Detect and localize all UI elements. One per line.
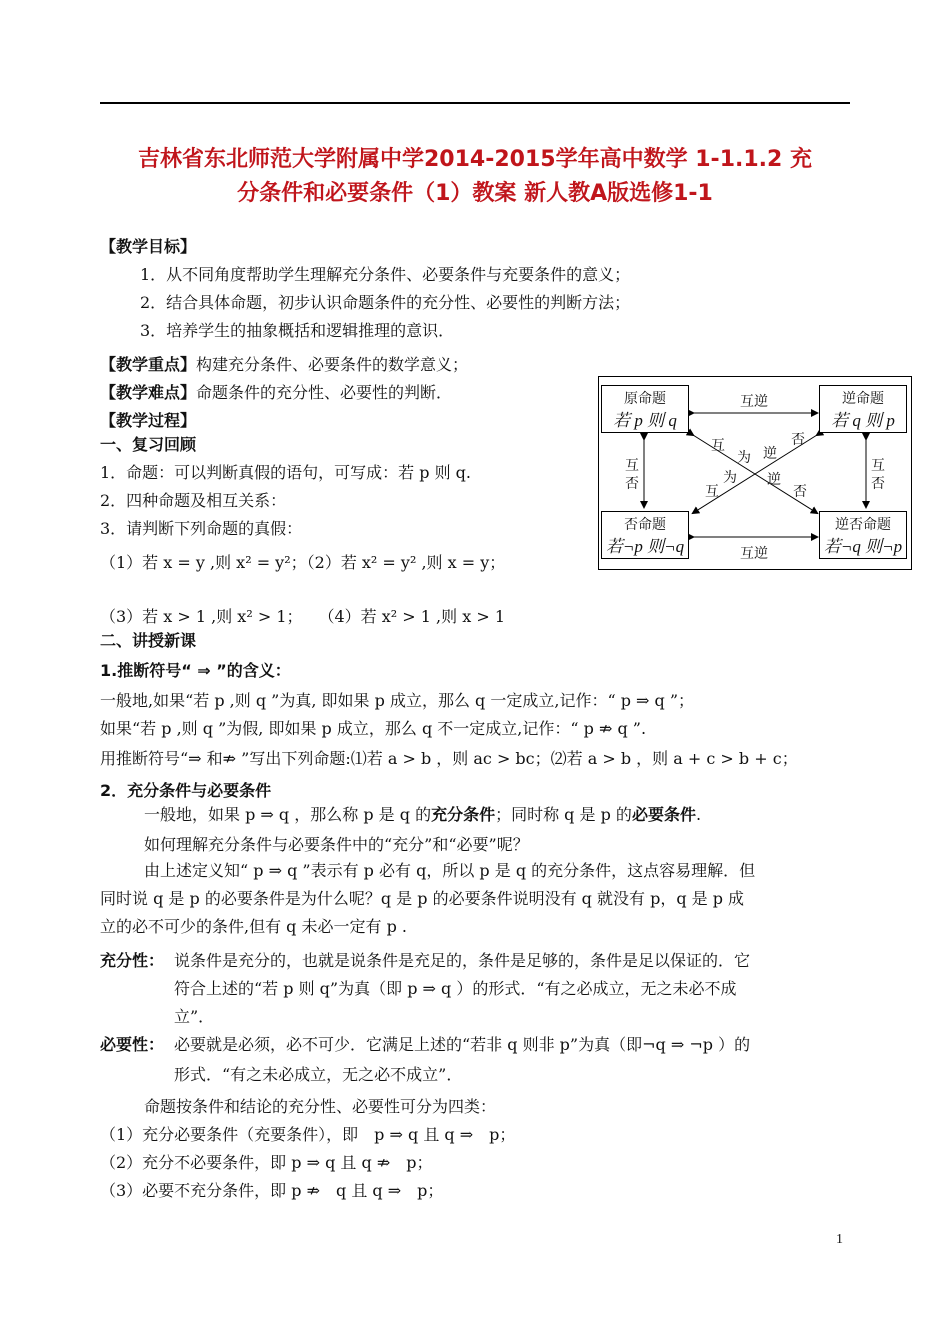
box-title: 逆命题 bbox=[842, 391, 884, 407]
necessity-line-2: 形式．“有之未必成立，无之必不成立”． bbox=[174, 1065, 463, 1084]
necessity-line-1: 必要就是必须，必不可少．它满足上述的“若非 q 则非 p”为真（即¬q ⇒ ¬p ）的 bbox=[174, 1035, 751, 1054]
goals-heading: 【教学目标】 bbox=[100, 237, 197, 256]
diagonal-char: 为 bbox=[723, 470, 737, 486]
goal-item: 1．从不同角度帮助学生理解充分条件、必要条件与充要条件的意义； bbox=[140, 265, 631, 284]
section2-line-4: 同时说 q 是 p 的必要条件是为什么呢？q 是 p 的必要条件说明没有 q 就没有 p，q 是 p 成 bbox=[100, 889, 745, 908]
section2-heading: 2．充分条件与必要条件 bbox=[100, 781, 272, 800]
definition-text: . bbox=[695, 805, 702, 824]
box-title: 逆否命题 bbox=[835, 517, 891, 533]
classification-item: （2）充分不必要条件，即 p ⇒ q 且 q ⇏ p； bbox=[100, 1153, 433, 1172]
difficulty-text: 命题条件的充分性、必要性的判断． bbox=[196, 383, 453, 402]
diagonal-char: 互 bbox=[705, 484, 719, 500]
diagonal-char: 否 bbox=[791, 432, 805, 448]
section2-line-2: 如何理解充分条件与必要条件中的“充分”和“必要”呢？ bbox=[144, 835, 529, 854]
box-form: 若¬q 则¬p bbox=[823, 537, 903, 556]
proposition-relation-diagram bbox=[598, 376, 912, 570]
definition-text: ；同时称 q 是 p 的 bbox=[495, 805, 632, 824]
section1-line-3: 用推断符号“⇒ 和⇏ ”写出下列命题:⑴若 a > b ，则 ac > bc；⑵若 a > b ，则 a + c > b + c； bbox=[100, 749, 798, 768]
necessity-label: 必要性： bbox=[100, 1035, 165, 1054]
sufficiency-label: 充分性： bbox=[100, 951, 165, 970]
sufficiency-line-2: 符合上述的“若 p 则 q”为真（即 p ⇒ q ）的形式．“有之必成立，无之未必不成 bbox=[174, 979, 737, 998]
box-title: 原命题 bbox=[624, 391, 666, 407]
difficulty-row bbox=[100, 380, 452, 403]
diagonal-char: 互 bbox=[711, 438, 725, 454]
review-questions-1: （1）若 x = y ,则 x² = y²；（2）若 x² = y² ,则 x = y； bbox=[100, 553, 506, 572]
contrapositive-proposition-box bbox=[819, 511, 907, 559]
sufficiency-line-3: 立”． bbox=[174, 1007, 215, 1026]
section2-line-3: 由上述定义知“ p ⇒ q ”表示有 p 必有 q，所以 p 是 q 的充分条件，这点容易理解．但 bbox=[144, 861, 756, 880]
diagonal-char: 逆 bbox=[763, 446, 777, 462]
review-line-1: 1．命题：可以判断真假的语句，可写成：若 p 则 q. bbox=[100, 463, 472, 482]
box-form: 若¬p 则¬q bbox=[605, 537, 685, 556]
left-relation-char: 互 bbox=[625, 458, 639, 474]
top-relation-label: 互逆 bbox=[740, 394, 768, 410]
classification-intro: 命题按条件和结论的充分性、必要性可分为四类： bbox=[144, 1097, 497, 1116]
goal-item: 2．结合具体命题，初步认识命题条件的充分性、必要性的判断方法； bbox=[140, 293, 631, 312]
original-proposition-box bbox=[601, 385, 689, 433]
converse-proposition-box bbox=[819, 385, 907, 433]
header-rule bbox=[100, 102, 850, 104]
section1-line-1: 一般地,如果“若 p ,则 q ”为真, 即如果 p 成立，那么 q 一定成立,记作：“ p ⇒ q ”； bbox=[100, 691, 695, 710]
diagonal-char: 逆 bbox=[767, 472, 781, 488]
review-line-2: 2．四种命题及相互关系： bbox=[100, 491, 287, 510]
definition-text: 一般地，如果 p ⇒ q ，那么称 p 是 q 的 bbox=[144, 805, 432, 824]
review-heading: 一、复习回顾 bbox=[100, 435, 197, 454]
sufficient-condition-term: 充分条件 bbox=[431, 805, 496, 824]
lecture-heading: 二、讲授新课 bbox=[100, 631, 197, 650]
diagonal-char: 否 bbox=[793, 484, 807, 500]
key-point-text: 构建充分条件、必要条件的数学意义； bbox=[196, 355, 469, 374]
bottom-relation-label: 互逆 bbox=[740, 546, 768, 562]
necessary-condition-term: 必要条件 bbox=[631, 805, 696, 824]
classification-item: （3）必要不充分条件，即 p ⇏ q 且 q ⇒ p； bbox=[100, 1181, 444, 1200]
key-point-label: 【教学重点】 bbox=[100, 355, 197, 374]
left-relation-char: 否 bbox=[625, 476, 639, 492]
right-relation-char: 否 bbox=[871, 476, 885, 492]
key-point-row bbox=[100, 352, 468, 375]
box-form: 若 p 则 q bbox=[613, 411, 677, 430]
box-title: 否命题 bbox=[624, 517, 666, 533]
box-form: 若 q 则 p bbox=[831, 411, 895, 430]
document-title-line1: 吉林省东北师范大学附属中学2014-2015学年高中数学 1-1.1.2 充 bbox=[138, 147, 812, 172]
diagonal-char: 为 bbox=[737, 450, 751, 466]
section2-line-5: 立的必不可少的条件,但有 q 未必一定有 p . bbox=[100, 917, 408, 936]
document-title-line2: 分条件和必要条件（1）教案 新人教A版选修1-1 bbox=[237, 181, 713, 206]
classification-item: （1）充分必要条件（充要条件），即 p ⇒ q 且 q ⇒ p； bbox=[100, 1125, 516, 1144]
inverse-proposition-box bbox=[601, 511, 689, 559]
section2-definition bbox=[144, 802, 701, 825]
page-number: 1 bbox=[836, 1232, 843, 1247]
review-questions-2: （3）若 x > 1 ,则 x² > 1； （4）若 x² > 1 ,则 x > 1 bbox=[100, 607, 506, 626]
process-heading: 【教学过程】 bbox=[100, 411, 197, 430]
section1-heading: 1.推断符号“ ⇒ ”的含义： bbox=[100, 661, 291, 680]
difficulty-label: 【教学难点】 bbox=[100, 383, 197, 402]
review-line-3: 3．请判断下列命题的真假： bbox=[100, 519, 303, 538]
section1-line-2: 如果“若 p ,则 q ”为假, 即如果 p 成立，那么 q 不一定成立,记作：“ p ⇏ q ”. bbox=[100, 719, 647, 738]
goal-item: 3．培养学生的抽象概括和逻辑推理的意识． bbox=[140, 321, 455, 340]
sufficiency-line-1: 说条件是充分的，也就是说条件是充足的，条件是足够的，条件是足以保证的．它 bbox=[174, 951, 751, 970]
right-relation-char: 互 bbox=[871, 458, 885, 474]
